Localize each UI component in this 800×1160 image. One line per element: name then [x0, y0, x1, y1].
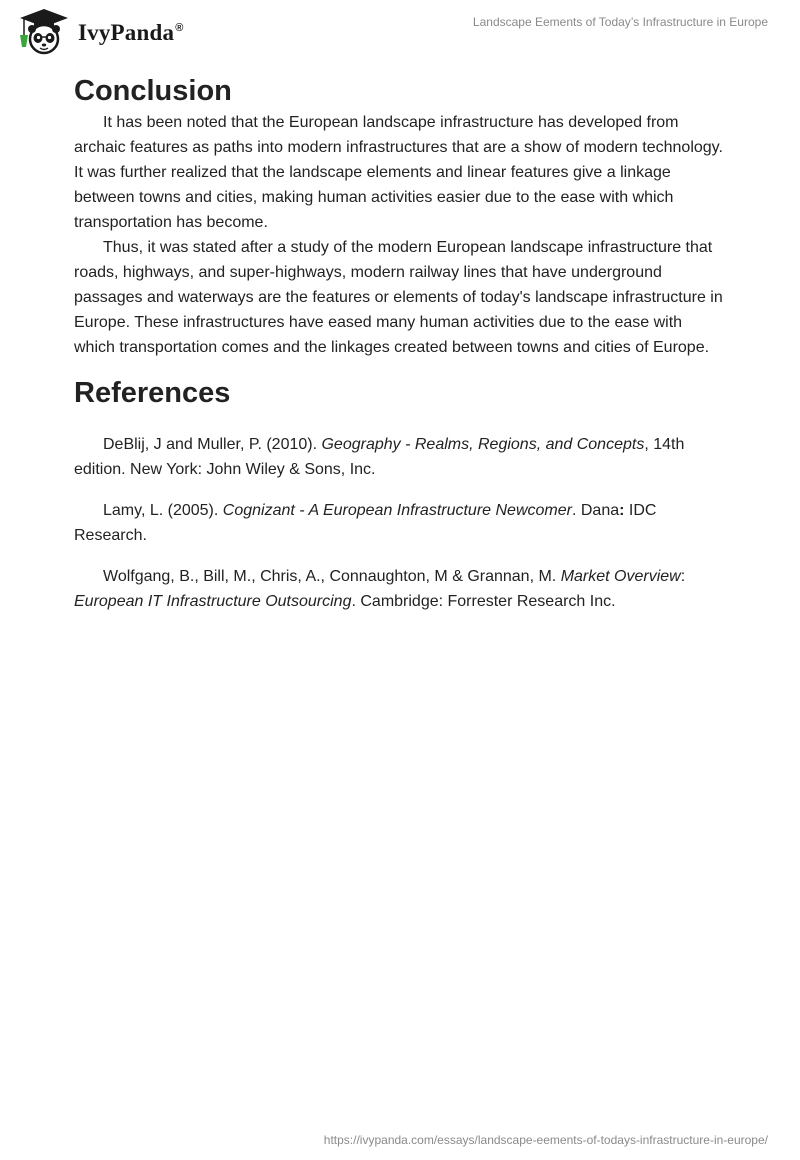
- reference-title: Cognizant - A European Infrastructure Newcomer: [222, 502, 572, 519]
- reference-details: , 14th edition. New York: John Wiley & Sons, Inc.: [74, 436, 685, 478]
- conclusion-heading: Conclusion: [74, 75, 232, 107]
- references-section: [74, 374, 724, 614]
- reference-separator: :: [680, 568, 686, 585]
- references-heading: References: [74, 377, 231, 409]
- panda-graduate-icon: [14, 7, 78, 57]
- reference-author: Wolfgang, B., Bill, M., Chris, A., Connaughton, M & Grannan, M.: [103, 568, 561, 585]
- ivypanda-logo[interactable]: [14, 8, 184, 56]
- page-header: [0, 0, 800, 64]
- reference-item: [74, 432, 724, 482]
- reference-details: IDC Research.: [74, 502, 657, 544]
- conclusion-paragraph-1: It has been noted that the European landscape infrastructure has developed from archaic features as paths into modern infrastructures that are a show of modern technology. It was further realized that the landscape elements and linear features give a linkage between towns and cities, making human activities easier due to the ease with which transportation has become.: [74, 114, 723, 231]
- reference-item: [74, 564, 724, 614]
- reference-details: . Cambridge: Forrester Research Inc.: [351, 593, 616, 610]
- reference-publisher: . Dana: [571, 502, 620, 519]
- reference-title: Geography - Realms, Regions, and Concepts: [321, 436, 645, 453]
- conclusion-section: [74, 72, 724, 360]
- reference-author: DeBlij, J and Muller, P. (2010).: [103, 436, 322, 453]
- registered-mark: ®: [175, 22, 184, 35]
- reference-colon: :: [619, 502, 625, 519]
- brand-name: IvyPanda®: [78, 20, 184, 45]
- reference-title: Market Overview: [560, 568, 681, 585]
- source-url-link[interactable]: https://ivypanda.com/essays/landscape-eements-of-todays-infrastructure-in-europe/: [323, 1133, 768, 1147]
- reference-list: [74, 432, 724, 614]
- reference-item: [74, 498, 724, 548]
- essay-content: [74, 72, 724, 630]
- reference-subtitle: European IT Infrastructure Outsourcing: [74, 593, 352, 610]
- document-title: Landscape Eements of Today’s Infrastructure in Europe: [472, 15, 768, 29]
- conclusion-paragraph-2: Thus, it was stated after a study of the modern European landscape infrastructure that roads, highways, and super-highways, modern railway lines that have underground passages and waterways are the features or elements of today's landscape infrastructure in Europe. These infrastructures have eased many human activities due to the ease with which transportation comes and the linkages created between towns and cities of Europe.: [74, 239, 723, 356]
- reference-author: Lamy, L. (2005).: [103, 502, 223, 519]
